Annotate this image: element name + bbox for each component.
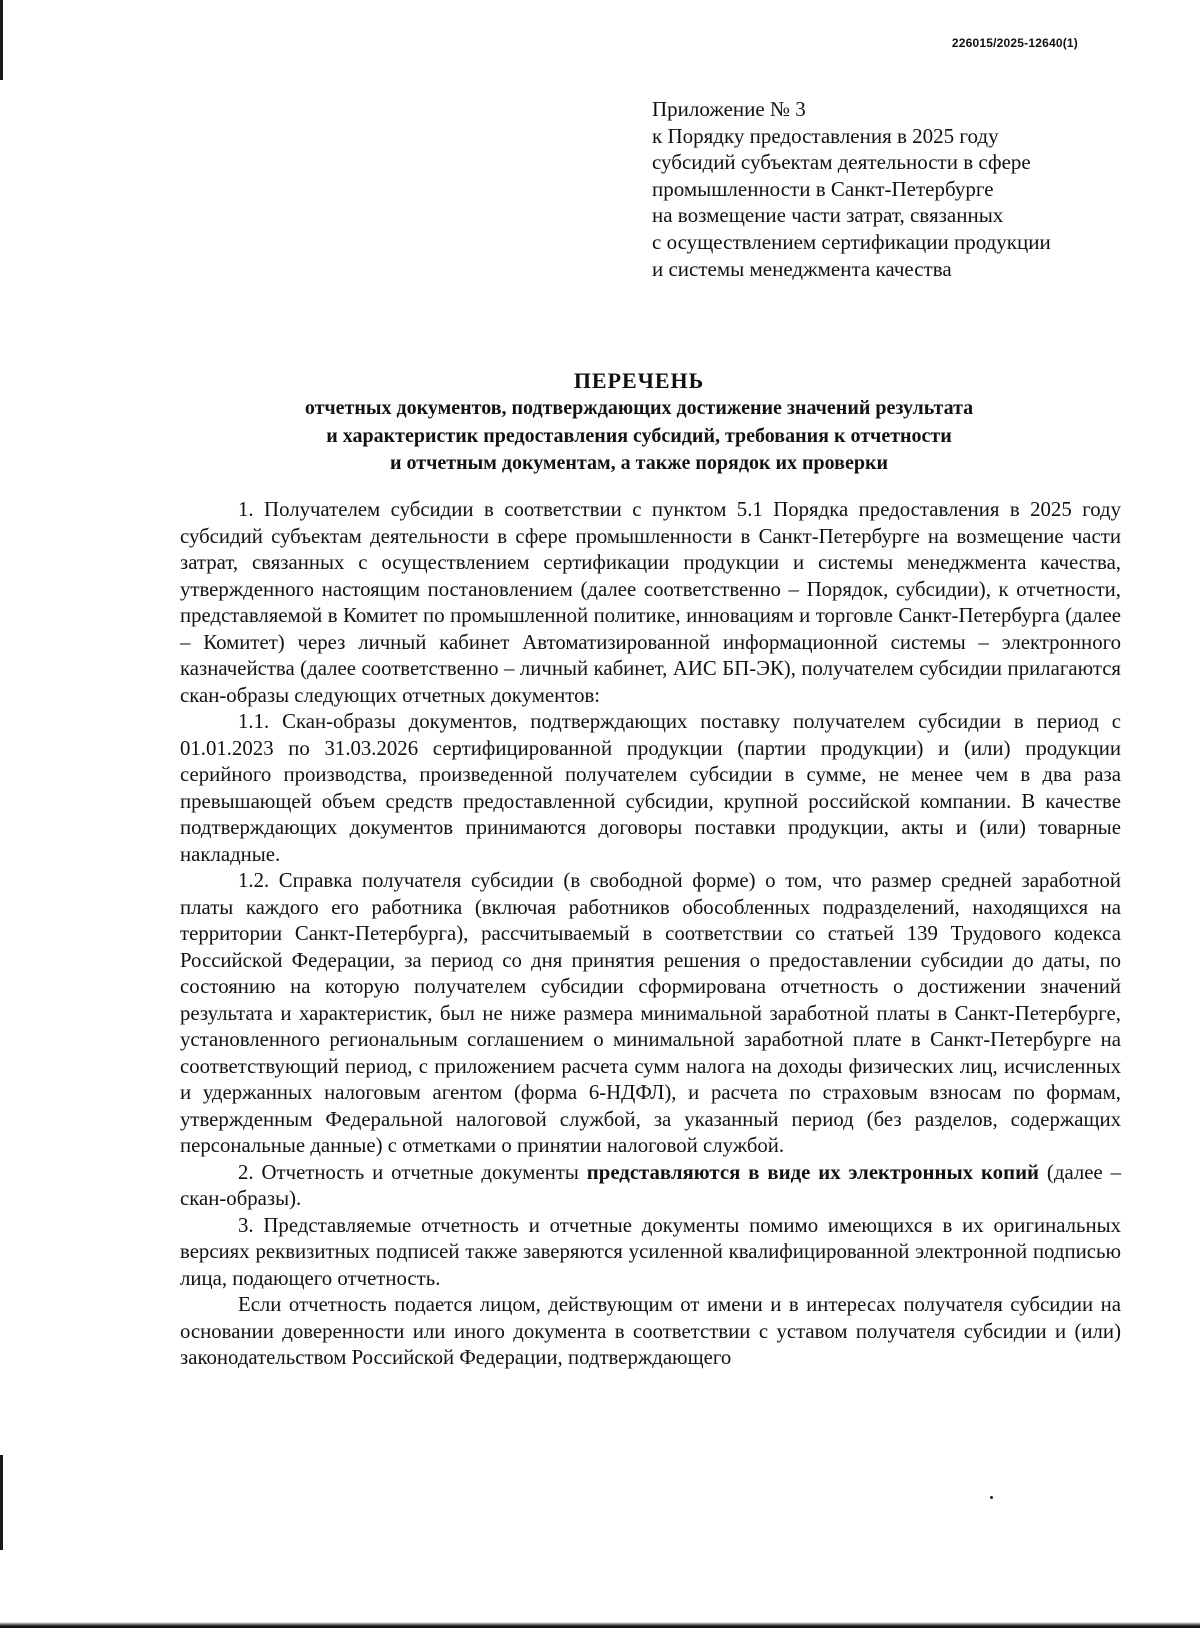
subtitle-line: и характеристик предоставления субсидий, требования к отчетности: [326, 424, 952, 447]
paragraph-1-1: 1.1. Скан-образы документов, подтверждающих поставку получателем субсидии в период с 01.01.2023 по 31.03.2026 сертифицированной продукции (партии продукции) и (или) продукции серийного производства, произведенной получателем субсидии в сумме, не менее чем в два раза превышающей объем средств предоставленной субсидии, крупной российской компании. В качестве подтверждающих документов принимаются договоры поставки продукции, акты и (или) товарные накладные.: [180, 710, 1121, 866]
appendix-line: промышленности в Санкт-Петербурге: [652, 176, 994, 201]
appendix-line: с осуществлением сертификации продукции: [652, 229, 1051, 254]
scan-speck: [990, 1496, 993, 1499]
title-block: [180, 367, 1098, 478]
paragraph-4: Если отчетность подается лицом, действующим от имени и в интересах получателя субсидии на основании доверенности или иного документа в соответствии с уставом получателя субсидии и (или) законодательством Российской Федерации, подтверждающего: [180, 1293, 1121, 1369]
appendix-line: Приложение № 3: [652, 97, 806, 121]
paragraph-3: 3. Представляемые отчетность и отчетные документы помимо имеющихся в их оригинальных версиях реквизитных подписей также заверяются усиленной квалифицированной электронной подписью лица, подающего отчетность.: [180, 1213, 1121, 1290]
appendix-line: субсидий субъектам деятельности в сфере: [652, 150, 1031, 175]
scan-edge-bottom: [0, 1622, 1200, 1628]
paragraph-2: [180, 1160, 1121, 1213]
document-subtitle: [180, 395, 1098, 478]
scan-edge-mark-top: [0, 0, 3, 80]
paragraph-1-2: 1.2. Справка получателя субсидии (в свободной форме) о том, что размер средней заработной платы каждого его работника (включая работников обособленных подразделений, находящихся на территории Санкт-Петербурга), рассчитываемый в соответствии со статьей 139 Трудового кодекса Российской Федерации, за период со дня принятия решения о предоставлении субсидии до даты, по состоянию на которую получателем субсидии сформирована отчетность о достижении значений результата и характеристик, был не ниже размера минимальной заработной платы в Санкт-Петербурге, установленного региональным соглашением о минимальной заработной плате в Санкт-Петербурге на соответствующий период, с приложением расчета сумм налога на доходы физических лиц, исчисленных и удержанных налоговым агентом (форма 6-НДФЛ), и расчета по страховым взносам по формам, утвержденным Федеральной налоговой службой, за указанный период (без разделов, содержащих персональные данные) с отметками о принятии налоговой службой.: [180, 869, 1121, 1157]
subtitle-line: и отчетным документам, а также порядок их проверки: [390, 452, 888, 475]
document-body: [180, 497, 1121, 1372]
subtitle-line: отчетных документов, подтверждающих достижение значений результата: [304, 397, 974, 419]
paragraph-1: 1. Получателем субсидии в соответствии с пунктом 5.1 Порядка предоставления в 2025 году субсидий субъектам деятельности в сфере промышленности в Санкт-Петербурге на возмещение части затрат, связанных с осуществлением сертификации продукции и системы менеджмента качества, утвержденного настоящим постановлением (далее соответственно – Порядок, субсидии), к отчетности, представляемой в Комитет по промышленной политике, инновациям и торговле Санкт-Петербурга (далее – Комитет) через личный кабинет Автоматизированной информационной системы – электронного казначейства (далее соответственно – личный кабинет, АИС БП-ЭК), получателем субсидии прилагаются скан-образы следующих отчетных документов:: [180, 498, 1121, 707]
appendix-line: и системы менеджмента качества: [652, 256, 952, 281]
appendix-block: [652, 96, 1122, 282]
appendix-line: к Порядку предоставления в 2025 году: [652, 123, 999, 148]
paragraph-2-start: 2. Отчетность и отчетные документы: [238, 1160, 587, 1184]
document-title: ПЕРЕЧЕНЬ: [573, 368, 705, 393]
paragraph-2-bold: представляются в виде их электронных копий: [586, 1160, 1040, 1184]
paragraph-2-end: (далее – скан-образы).: [180, 1160, 1121, 1210]
appendix-line: на возмещение части затрат, связанных: [652, 203, 1004, 228]
scan-edge-mark-bottom: [0, 1455, 3, 1550]
document-number: 226015/2025-12640(1): [951, 36, 1078, 50]
